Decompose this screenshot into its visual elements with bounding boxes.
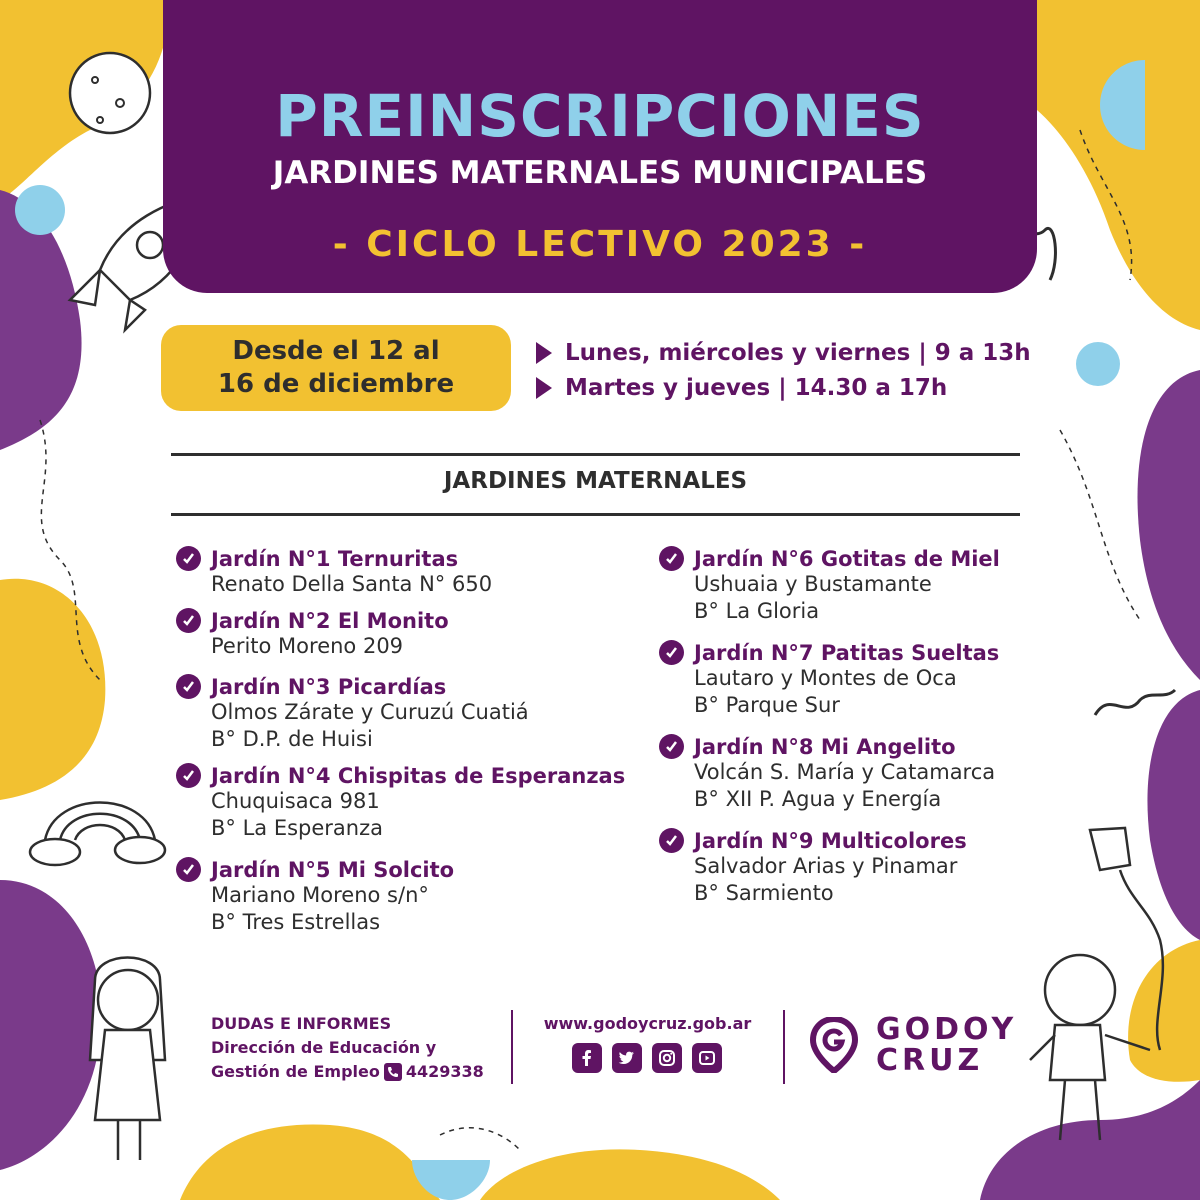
neighborhood-line: B° La Gloria <box>694 599 820 623</box>
list-item <box>659 828 967 907</box>
schedule-item <box>536 335 1031 370</box>
kindergarten-name-text: Jardín N°2 El Monito <box>211 608 449 633</box>
address-line: Volcán S. María y Catamarca <box>694 760 996 784</box>
neighborhood-line: B° D.P. de Huisi <box>211 727 373 751</box>
kindergarten-name-text: Jardín N°3 Picardías <box>211 674 447 699</box>
check-icon <box>176 608 201 633</box>
kindergarten-name <box>659 828 967 853</box>
check-icon <box>176 857 201 882</box>
kindergarten-name <box>176 763 625 788</box>
youtube-icon[interactable] <box>692 1043 722 1073</box>
list-item <box>176 763 625 842</box>
address-line: Olmos Zárate y Curuzú Cuatiá <box>211 700 529 724</box>
list-item <box>176 546 492 598</box>
kindergarten-name <box>176 608 449 633</box>
divider-bottom <box>171 513 1020 516</box>
godoy-cruz-logo <box>810 1014 1017 1076</box>
check-icon <box>659 640 684 665</box>
kindergarten-name <box>176 674 529 699</box>
check-icon <box>176 546 201 571</box>
website-link[interactable]: www.godoycruz.gob.ar <box>543 1014 752 1033</box>
page-title: PREINSCRIPCIONES <box>275 82 925 150</box>
date-line-1: Desde el 12 al <box>232 336 440 366</box>
kindergarten-name-text: Jardín N°7 Patitas Sueltas <box>694 640 1000 665</box>
neighborhood-line: B° Sarmiento <box>694 881 834 905</box>
phone-number[interactable]: 4429338 <box>405 1062 484 1081</box>
kindergarten-name-text: Jardín N°8 Mi Angelito <box>694 734 956 759</box>
kindergarten-name-text: Jardín N°1 Ternuritas <box>211 546 459 571</box>
kindergarten-name <box>659 640 999 665</box>
kindergarten-name-text: Jardín N°9 Multicolores <box>694 828 967 853</box>
address-line: Perito Moreno 209 <box>211 634 404 658</box>
date-range-badge <box>161 325 511 411</box>
date-line-2: 16 de diciembre <box>217 369 455 399</box>
instagram-icon[interactable] <box>652 1043 682 1073</box>
contact-department: Gestión de Empleo <box>211 1062 380 1081</box>
check-icon <box>659 734 684 759</box>
contact-title: DUDAS E INFORMES <box>211 1014 392 1033</box>
neighborhood-line: B° Parque Sur <box>694 693 840 717</box>
address-line: Salvador Arias y Pinamar <box>694 854 958 878</box>
brand-line-1: GODOY <box>876 1012 1018 1047</box>
kindergarten-name <box>176 857 454 882</box>
address-line: Lautaro y Montes de Oca <box>694 666 957 690</box>
list-item <box>176 857 454 936</box>
list-item <box>176 608 449 660</box>
triangle-bullet-icon <box>536 342 552 364</box>
brand-name <box>876 1014 1017 1076</box>
kindergarten-name <box>176 546 492 571</box>
kindergarten-name <box>659 734 995 759</box>
schedule-list <box>536 335 1031 405</box>
address-line: Ushuaia y Bustamante <box>694 572 932 596</box>
page-subtitle: JARDINES MATERNALES MUNICIPALES <box>272 155 928 191</box>
check-icon <box>176 763 201 788</box>
address-line: Mariano Moreno s/n° <box>211 883 429 907</box>
kindergarten-name-text: Jardín N°4 Chispitas de Esperanzas <box>211 763 626 788</box>
phone-icon <box>384 1063 402 1081</box>
kindergarten-name-text: Jardín N°5 Mi Solcito <box>211 857 455 882</box>
address-line: Renato Della Santa N° 650 <box>211 572 493 596</box>
list-item <box>659 640 999 719</box>
neighborhood-line: B° Tres Estrellas <box>211 910 381 934</box>
check-icon <box>176 674 201 699</box>
footer-divider <box>783 1010 785 1084</box>
twitter-icon[interactable] <box>612 1043 642 1073</box>
divider-top <box>171 453 1020 456</box>
list-item <box>659 734 995 813</box>
facebook-icon[interactable] <box>572 1043 602 1073</box>
kindergarten-name <box>659 546 1000 571</box>
schedule-text: Lunes, miércoles y viernes | 9 a 13h <box>565 339 1031 366</box>
triangle-bullet-icon <box>536 377 552 399</box>
section-title: JARDINES MATERNALES <box>443 468 748 494</box>
footer-divider <box>511 1010 513 1084</box>
kindergarten-name-text: Jardín N°6 Gotitas de Miel <box>694 546 1000 571</box>
map-pin-logo-icon <box>810 1017 858 1073</box>
header-banner <box>163 0 1037 293</box>
contact-info <box>211 1012 484 1084</box>
brand-line-2: CRUZ <box>876 1043 984 1078</box>
contact-line-1: Dirección de Educación y <box>211 1038 437 1057</box>
school-cycle: - CICLO LECTIVO 2023 - <box>332 224 868 265</box>
list-item <box>176 674 529 753</box>
contact-line-2 <box>211 1060 484 1084</box>
check-icon <box>659 546 684 571</box>
neighborhood-line: B° XII P. Agua y Energía <box>694 787 942 811</box>
social-links <box>572 1043 722 1073</box>
neighborhood-line: B° La Esperanza <box>211 816 383 840</box>
check-icon <box>659 828 684 853</box>
schedule-text: Martes y jueves | 14.30 a 17h <box>565 374 948 401</box>
address-line: Chuquisaca 981 <box>211 789 380 813</box>
list-item <box>659 546 1000 625</box>
schedule-item <box>536 370 1031 405</box>
